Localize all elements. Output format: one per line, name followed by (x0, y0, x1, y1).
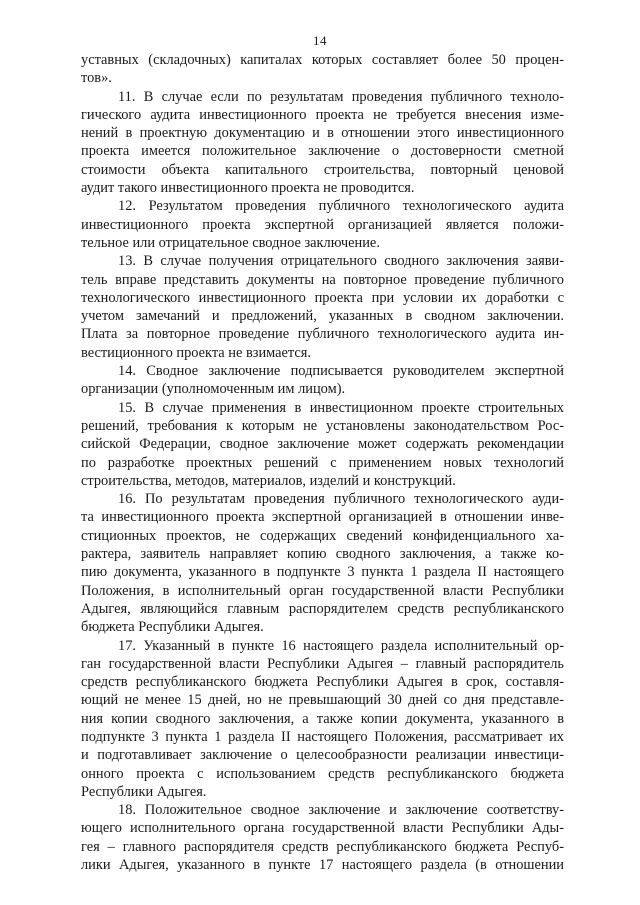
text-line: аудит такого инвестиционного проекта не проводится. (81, 180, 415, 197)
text-line: учетом замечаний и предложений, указанных в сводном заключении. (81, 308, 564, 325)
page-number: 14 (313, 33, 327, 48)
text-line: Плата за повторное проведение публичного технологического аудита ин- (81, 326, 564, 343)
text-line: вестиционного проекта не взимается. (81, 344, 311, 361)
text-line: гического аудита инвестиционного проекта не требуется внесения изме- (81, 106, 564, 123)
text-line: гея – главного распорядителя средств республиканского бюджета Респуб- (81, 838, 564, 855)
text-line: инвестиционного проекта экспертной организацией является положи- (81, 216, 564, 233)
text-line: проекта имеется положительное заключение о достоверности сметной (81, 143, 564, 160)
paragraph-first-line: 16. По результатам проведения публичного технологического ауди- (118, 491, 564, 508)
text-line: решений, требования к которым не установлены законодательством Рос- (81, 417, 564, 434)
text-line: бюджета Республики Адыгея. (81, 619, 264, 636)
paragraph-first-line: 17. Указанный в пункте 16 настоящего раздела исполнительный ор- (118, 637, 564, 654)
text-line: Положения, в исполнительный орган государственной власти Республики (81, 582, 564, 599)
text-line: та инвестиционного проекта экспертной организацией в отношении инве- (81, 509, 564, 526)
text-line: ния копии сводного заключения, а также копии документа, указанного в (81, 710, 564, 727)
text-line: Адыгея, являющийся главным распорядителем средств республиканского (81, 600, 564, 617)
text-line: средств республиканского бюджета Республики Адыгея в срок, составля- (81, 674, 564, 691)
text-line: подпункте 3 пункта 1 раздела II настоящего Положения, рассматривает их (81, 728, 564, 745)
text-line: строительства, методов, материалов, изделий и конструкций. (81, 472, 456, 489)
text-line: и подготавливает заключение о целесообразности реализации инвестици- (81, 747, 564, 764)
paragraph-first-line: 11. В случае если по результатам проведения публичного техноло- (118, 88, 564, 105)
text-line: ющего исполнительного органа государственной власти Республики Ады- (81, 820, 564, 837)
paragraph-first-line: 14. Сводное заключение подписывается руководителем экспертной (118, 363, 564, 380)
text-line: стиционных проектов, не содержащих сведений конфиденциального ха- (81, 527, 564, 544)
text-line: стоимости объекта капитального строительства, повторный ценовой (81, 161, 564, 178)
text-line: Республики Адыгея. (81, 783, 207, 800)
text-line: сийской Федерации, сводное заключение может содержать рекомендации (81, 436, 564, 453)
paragraph-first-line: 13. В случае получения отрицательного сводного заключения заяви- (118, 253, 564, 270)
text-line: уставных (складочных) капиталах которых составляет более 50 процен- (81, 52, 564, 68)
text-line: ган государственной власти Республики Адыгея – главный распорядитель (81, 655, 564, 672)
paragraph-first-line: 12. Результатом проведения публичного технологического аудита (118, 198, 564, 215)
text-line: организации (уполномоченным им лицом). (81, 381, 346, 398)
text-line: рактера, заявитель направляет копию сводного заключения, а также ко- (81, 546, 564, 563)
text-line: нений в проектную документацию и в отношении этого инвестиционного (81, 125, 564, 142)
paragraph-first-line: 15. В случае применения в инвестиционном проекте строительных (118, 399, 564, 416)
paragraph-first-line: 18. Положительное сводное заключение и заключение соответству- (118, 802, 564, 819)
body-text (81, 51, 564, 874)
text-line: лики Адыгея, указанного в пункте 17 настоящего раздела (в отношении (81, 857, 564, 874)
text-line: тельное или отрицательное сводное заключение. (81, 234, 380, 251)
text-line: тель вправе представить документы на повторное проведение публичного (81, 271, 564, 288)
text-line: тов». (81, 70, 112, 87)
text-line: ющий не менее 15 дней, но не превышающий 30 дней со дня представле- (81, 692, 564, 709)
text-line: технологического инвестиционного проекта при условии их доработки с (81, 289, 564, 306)
text-line: онного проекта с использованием средств республиканского бюджета (81, 765, 564, 782)
text-line: по разработке проектных решений с применением новых технологий (81, 454, 564, 471)
text-line: пию документа, указанного в подпункте 3 пункта 1 раздела II настоящего (81, 564, 564, 581)
